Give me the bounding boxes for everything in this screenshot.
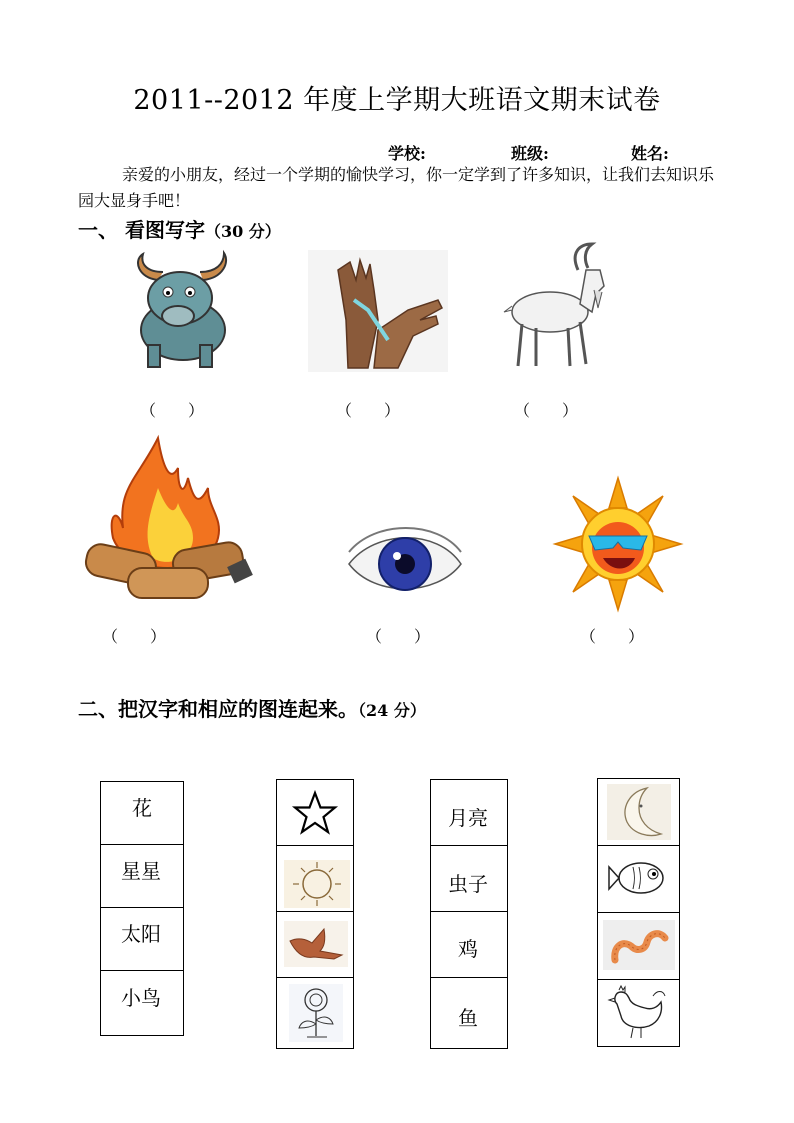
intro-text: 亲爱的小朋友，经过一个学期的愉快学习，你一定学到了许多知识，让我们去知识乐园大显身手吧！ xyxy=(78,165,715,210)
answer-blank-fire[interactable]: （ ） xyxy=(102,627,167,646)
word-bird: 小鸟 xyxy=(121,986,161,1010)
flower-icon xyxy=(289,984,343,1042)
section2-score: （24 分） xyxy=(358,701,426,720)
class-label: 班级: xyxy=(511,144,549,163)
eye-picture xyxy=(345,522,465,600)
section1-heading xyxy=(78,214,281,243)
section1-label: 一、 看图写字 xyxy=(78,218,205,242)
ox-picture xyxy=(128,250,233,372)
section1-score: （30 分） xyxy=(204,222,281,241)
word-moon: 月亮 xyxy=(448,806,488,830)
star-icon xyxy=(293,791,337,835)
word-star: 星星 xyxy=(121,859,161,883)
fish-icon xyxy=(607,853,669,903)
hand-picture xyxy=(308,250,448,372)
school-label: 学校: xyxy=(388,144,426,163)
chicken-icon xyxy=(607,984,667,1040)
word-worm: 虫子 xyxy=(448,872,488,896)
word-flower: 花 xyxy=(132,796,152,820)
answer-blank-sun[interactable]: （ ） xyxy=(580,627,645,646)
bird-icon xyxy=(284,921,348,967)
moon-icon xyxy=(607,784,671,840)
section2-label: 二、把汉字和相应的图连起来。 xyxy=(78,697,358,721)
page-title: 2011--2012 年度上学期大班语文期末试卷 xyxy=(133,85,661,116)
answer-blank-goat[interactable]: （ ） xyxy=(514,401,579,420)
section2-heading xyxy=(78,693,426,722)
answer-blank-eye[interactable]: （ ） xyxy=(366,627,431,646)
sun-icon xyxy=(284,860,350,908)
word-chicken: 鸡 xyxy=(458,937,478,961)
answer-blank-ox[interactable]: （ ） xyxy=(140,401,205,420)
answer-blank-hand[interactable]: （ ） xyxy=(336,401,401,420)
sun-picture xyxy=(555,478,681,610)
name-label: 姓名: xyxy=(631,144,669,163)
worm-icon xyxy=(603,920,675,970)
goat-picture xyxy=(500,242,612,372)
fire-picture xyxy=(78,428,258,608)
word-sun: 太阳 xyxy=(121,922,161,946)
word-fish: 鱼 xyxy=(458,1006,478,1030)
